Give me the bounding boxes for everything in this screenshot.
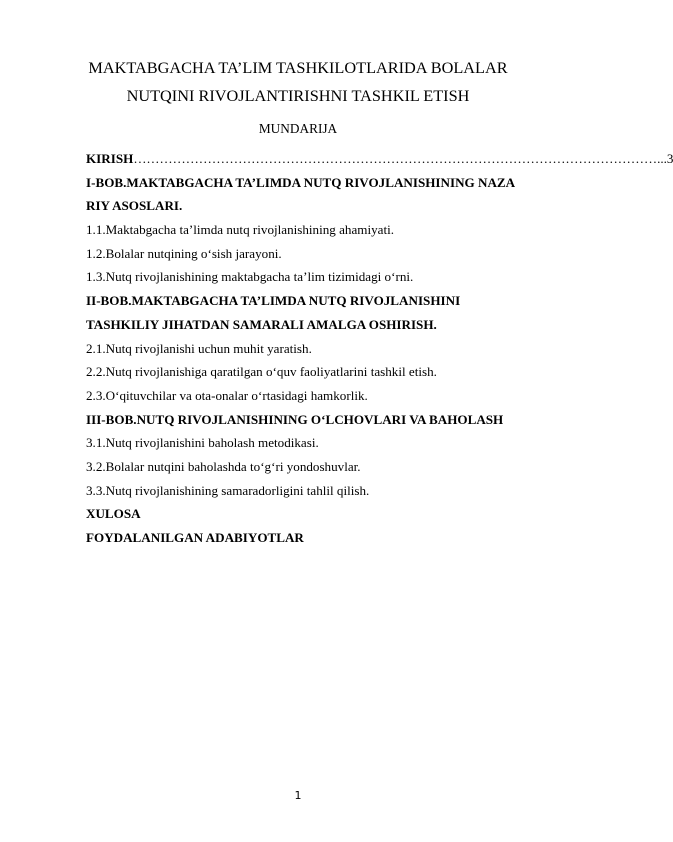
toc-section-3-1: 3.1.Nutq rivojlanishini baholash metodikasi. bbox=[86, 435, 319, 451]
toc-conclusion: XULOSA bbox=[86, 506, 141, 522]
toc-section-3-2: 3.2.Bolalar nutqini baholashda toʻgʻri yondoshuvlar. bbox=[86, 458, 361, 474]
toc-chapter-2-heading-cont: TASHKILIY JIHATDAN SAMARALI AMALGA OSHIRISH. bbox=[86, 316, 437, 332]
toc-entry-intro bbox=[86, 147, 673, 171]
page-number: 1 bbox=[294, 789, 302, 802]
toc-intro-label: KIRISH bbox=[86, 151, 134, 166]
toc-section-2-1: 2.1.Nutq rivojlanishi uchun muhit yaratish. bbox=[86, 340, 312, 356]
toc-section-3-3: 3.3.Nutq rivojlanishining samaradorligini tahlil qilish. bbox=[86, 482, 370, 498]
toc-dot-leader: ………………………………………………………………………………………………………… bbox=[133, 151, 658, 166]
document-title-line-2: NUTQINI RIVOJLANTIRISHNI TASHKIL ETISH bbox=[126, 86, 470, 105]
document-title-line-1: MAKTABGACHA TA’LIM TASHKILOTLARIDA BOLALAR bbox=[88, 58, 508, 77]
contents-heading: MUNDARIJA bbox=[258, 121, 338, 136]
toc-chapter-1-heading-cont: RIY ASOSLARI. bbox=[86, 198, 183, 214]
toc-section-2-2: 2.2.Nutq rivojlanishiga qaratilgan oʻquv faoliyatlarini tashkil etish. bbox=[86, 364, 437, 380]
toc-chapter-2-heading: II-BOB.MAKTABGACHA TA’LIMDA NUTQ RIVOJLANISHINI bbox=[86, 293, 461, 309]
table-of-contents bbox=[86, 147, 673, 550]
toc-chapter-3-heading: III-BOB.NUTQ RIVOJLANISHINING OʻLCHOVLARI VA BAHOLASH bbox=[86, 411, 504, 427]
toc-section-2-3: 2.3.Oʻqituvchilar va ota-onalar oʻrtasidagi hamkorlik. bbox=[86, 387, 368, 403]
toc-chapter-1-heading: I-BOB.MAKTABGACHA TA’LIMDA NUTQ RIVOJLANISHINING NAZA bbox=[86, 174, 516, 190]
toc-references: FOYDALANILGAN ADABIYOTLAR bbox=[86, 530, 304, 545]
toc-intro-page: ...3 bbox=[657, 151, 673, 166]
toc-section-1-3: 1.3.Nutq rivojlanishining maktabgacha ta’lim tizimidagi oʻrni. bbox=[86, 269, 414, 285]
toc-section-1-1: 1.1.Maktabgacha ta’limda nutq rivojlanishining ahamiyati. bbox=[86, 222, 394, 238]
toc-section-1-2: 1.2.Bolalar nutqining oʻsish jarayoni. bbox=[86, 245, 282, 261]
